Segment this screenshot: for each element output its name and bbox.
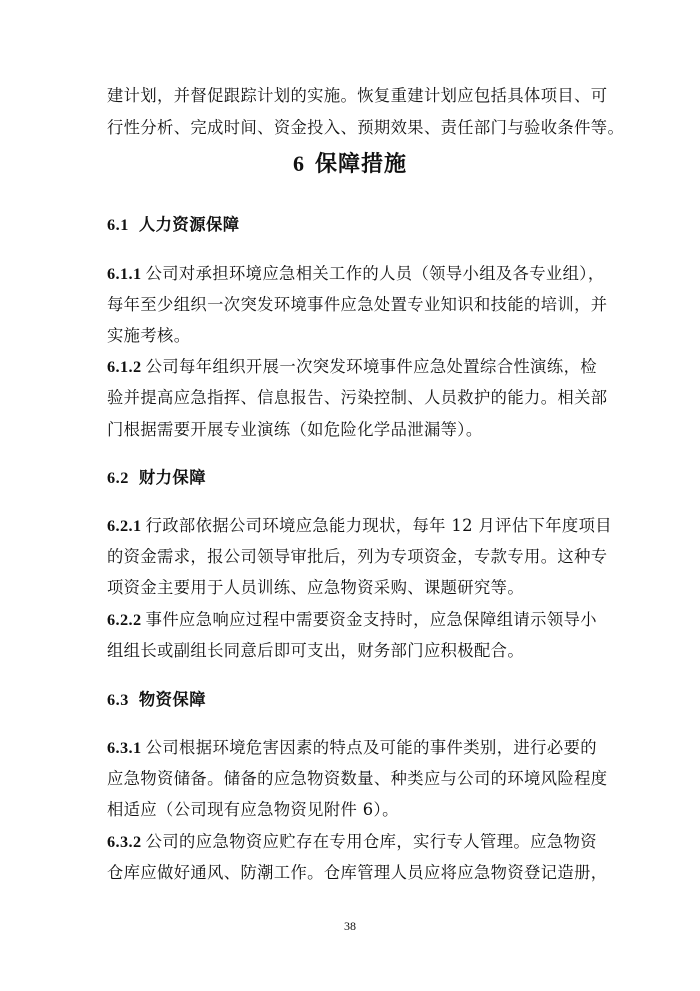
paragraph-6-2-1-line-3: 项资金主要用于人员训练、应急物资采购、课题研究等。 xyxy=(107,578,525,597)
section-title: 人力资源保障 xyxy=(138,215,240,234)
continuation-line-1: 建计划，并督促跟踪计划的实施。恢复重建计划应包括具体项目、可 xyxy=(107,86,608,105)
paragraph-6-1-1-line-2: 每年至少组织一次突发环境事件应急处置专业知识和技能的培训，并 xyxy=(107,295,608,314)
clause-number: 6.3.2 xyxy=(107,832,142,851)
chapter-heading xyxy=(0,150,700,178)
clause-number: 6.1.2 xyxy=(107,357,142,376)
paragraph-6-3-2-line-1: 6.3.2 公司的应急物资应贮存在专用仓库，实行专人管理。应急物资 xyxy=(107,832,597,851)
paragraph-6-3-1-line-1: 6.3.1 公司根据环境危害因素的特点及可能的事件类别，进行必要的 xyxy=(107,738,597,757)
section-heading-6-2 xyxy=(107,468,206,488)
clause-number: 6.2.2 xyxy=(107,610,142,629)
paragraph-6-3-1-line-3: 相适应（公司现有应急物资见附件 6）。 xyxy=(107,800,399,819)
section-heading-6-1 xyxy=(107,215,240,235)
paragraph-6-2-2-line-2: 组组长或副组长同意后即可支出，财务部门应积极配合。 xyxy=(107,641,525,660)
clause-number: 6.3.1 xyxy=(107,738,142,757)
section-heading-6-3 xyxy=(107,690,206,710)
paragraph-6-1-1-line-1: 6.1.1 公司对承担环境应急相关工作的人员（领导小组及各专业组）， xyxy=(107,264,605,283)
paragraph-6-2-2-line-1: 6.2.2 事件应急响应过程中需要资金支持时，应急保障组请示领导小 xyxy=(107,610,597,629)
page-number: 38 xyxy=(344,919,356,933)
paragraph-6-1-2-line-3: 门根据需要开展专业演练（如危险化学品泄漏等）。 xyxy=(107,420,483,439)
section-title: 财力保障 xyxy=(138,468,206,487)
paragraph-6-3-2-line-2: 仓库应做好通风、防潮工作。仓库管理人员应将应急物资登记造册， xyxy=(107,863,608,882)
paragraph-6-1-1-line-3: 实施考核。 xyxy=(107,326,191,345)
paragraph-6-2-1-line-1: 6.2.1 行政部依据公司环境应急能力现状，每年 12 月评估下年度项目 xyxy=(107,516,612,535)
chapter-number: 6 xyxy=(292,151,305,176)
continuation-line-2: 行性分析、完成时间、资金投入、预期效果、责任部门与验收条件等。 xyxy=(107,118,625,137)
paragraph-6-1-2-line-2: 验并提高应急指挥、信息报告、污染控制、人员救护的能力。相关部 xyxy=(107,388,608,407)
section-number: 6.2 xyxy=(107,468,129,487)
clause-number: 6.2.1 xyxy=(107,516,142,535)
section-number: 6.1 xyxy=(107,215,129,234)
paragraph-6-1-2-line-1: 6.1.2 公司每年组织开展一次突发环境事件应急处置综合性演练，检 xyxy=(107,357,597,376)
clause-number: 6.1.1 xyxy=(107,264,142,283)
section-title: 物资保障 xyxy=(138,690,206,709)
chapter-title: 保障措施 xyxy=(314,151,407,177)
paragraph-6-2-1-line-2: 的资金需求，报公司领导审批后，列为专项资金，专款专用。这种专 xyxy=(107,547,608,566)
paragraph-6-3-1-line-2: 应急物资储备。储备的应急物资数量、种类应与公司的环境风险程度 xyxy=(107,769,608,788)
section-number: 6.3 xyxy=(107,690,129,709)
